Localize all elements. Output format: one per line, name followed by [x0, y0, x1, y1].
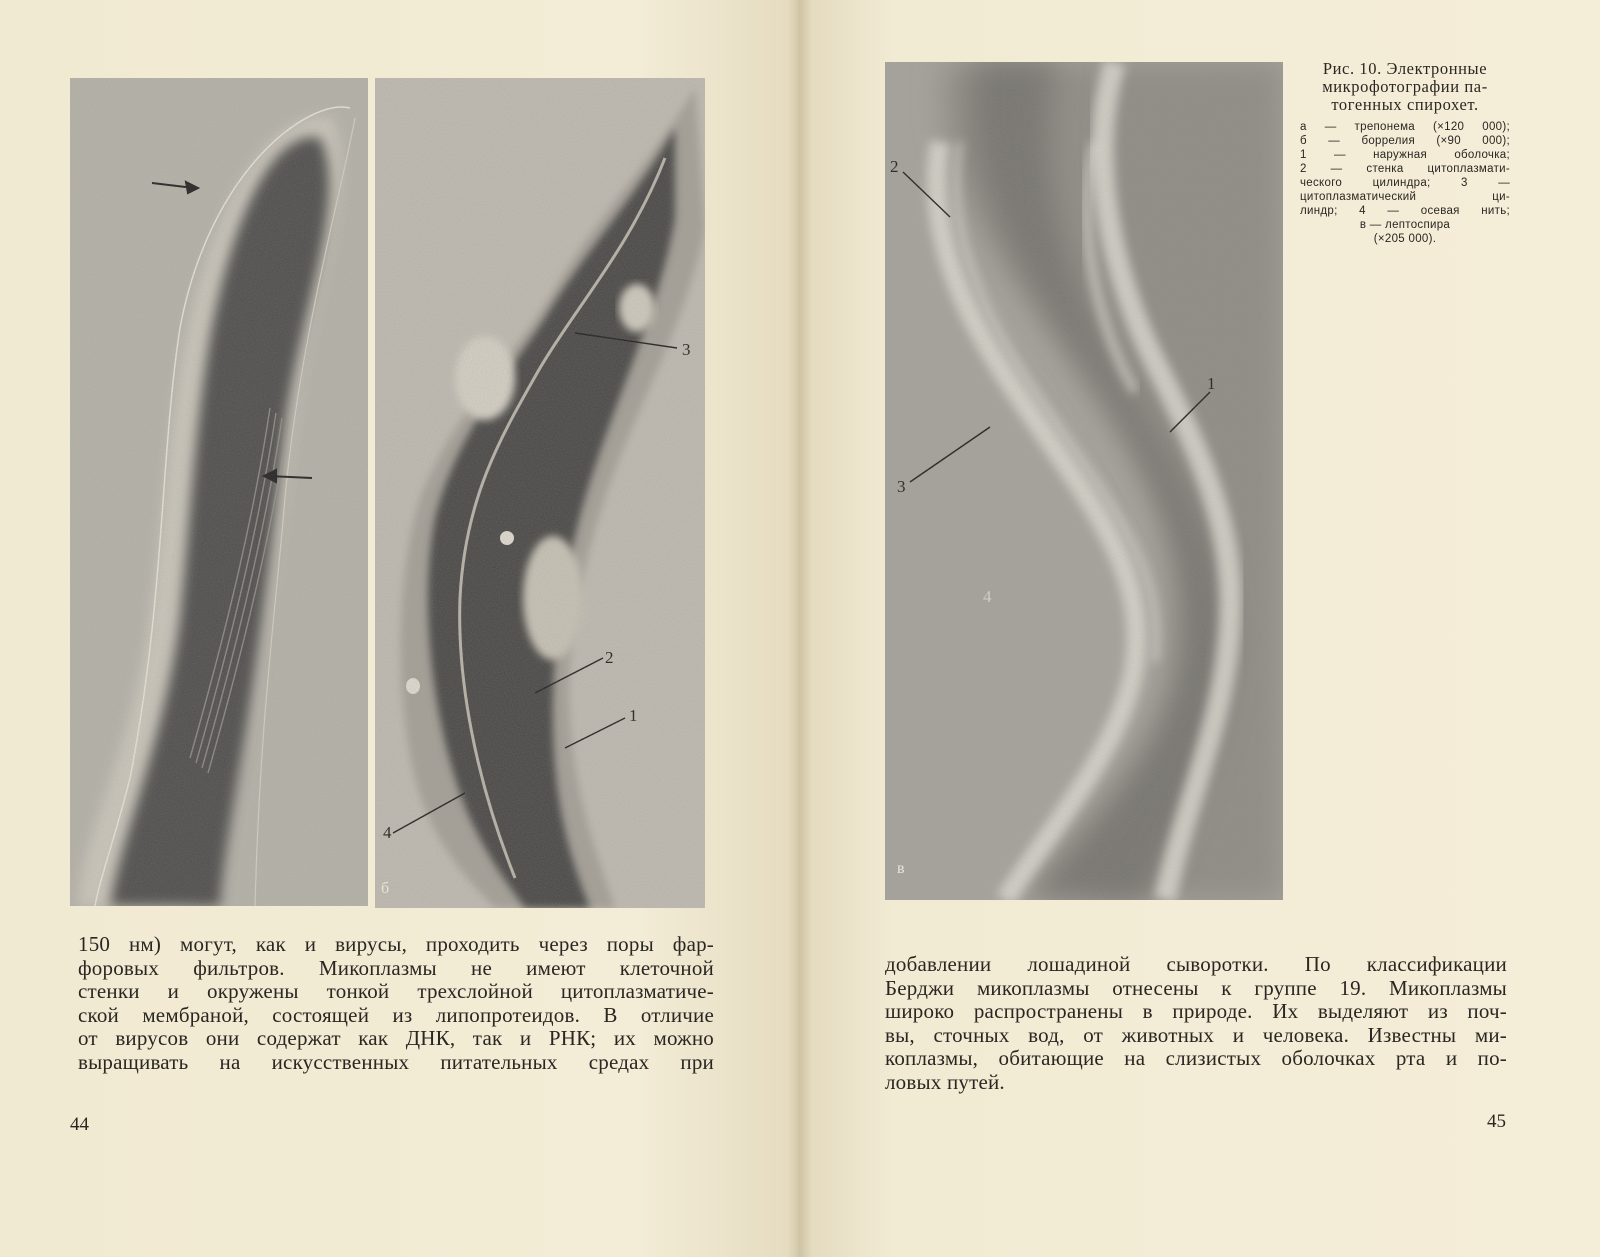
caption-title-line: тогенных спирохет.	[1331, 95, 1479, 114]
micrograph-treponema	[70, 78, 368, 906]
caption-legend	[1300, 120, 1510, 246]
caption-legend-line: (×205 000).	[1373, 233, 1437, 245]
caption-legend-line: в — лептоспира	[1359, 219, 1451, 231]
caption-legend-line: линдр; 4 — осевая нить;	[1300, 205, 1510, 217]
right-page-text	[885, 953, 1507, 1094]
caption-legend-line: 1 — наружная оболочка;	[1300, 149, 1510, 161]
caption-legend-line: 2 — стенка цитоплазмати-	[1300, 163, 1510, 175]
caption-legend-line: цитоплазматический ци-	[1300, 191, 1510, 203]
caption-title	[1300, 60, 1510, 114]
text-line: вы, сточных вод, от животных и человека. Известны ми-	[885, 1022, 1507, 1047]
caption-title-line: микрофотографии па-	[1322, 77, 1488, 96]
text-line: широко распространены в природе. Их выделяют из поч-	[885, 999, 1507, 1023]
panel-label-b: б	[381, 880, 390, 897]
text-line: выращивать на искусственных питательных средах при	[78, 1049, 714, 1074]
text-line: Берджи микоплазмы отнесены к группе 19. Микоплазмы	[885, 975, 1507, 1000]
panel-label-c: в	[897, 860, 905, 877]
text-line: добавлении лошадиной сыворотки. По классификации	[885, 952, 1507, 976]
caption-legend-line: б — боррелия (×90 000);	[1300, 135, 1510, 147]
text-line: ской мембраной, состоящей из липопротеидов. В отличие	[78, 1002, 714, 1027]
left-page-text	[78, 933, 714, 1074]
text-line: коплазмы, обитающие на слизистых оболочках рта и по-	[885, 1046, 1507, 1070]
text-line: ловых путей.	[885, 1069, 1005, 1094]
figure-caption	[1300, 60, 1510, 246]
micrograph-borrelia	[375, 78, 705, 908]
caption-title-line: Рис. 10. Электронные	[1322, 59, 1488, 78]
text-line: стенки и окружены тонкой трехслойной цитоплазматиче-	[78, 979, 714, 1003]
text-line: от вирусов они содержат как ДНК, так и РНК; их можно	[78, 1026, 714, 1050]
caption-legend-line: а — трепонема (×120 000);	[1300, 121, 1510, 133]
text-line: форовых фильтров. Микоплазмы не имеют клеточной	[78, 955, 714, 980]
micrograph-leptospira	[885, 62, 1283, 900]
page-number-left: 44	[70, 1114, 89, 1135]
page-number-right: 45	[1487, 1111, 1506, 1132]
text-line: 150 нм) могут, как и вирусы, проходить через поры фар-	[78, 932, 714, 956]
caption-legend-line: ческого цилиндра; 3 —	[1300, 177, 1510, 189]
book-gutter	[788, 0, 812, 1257]
